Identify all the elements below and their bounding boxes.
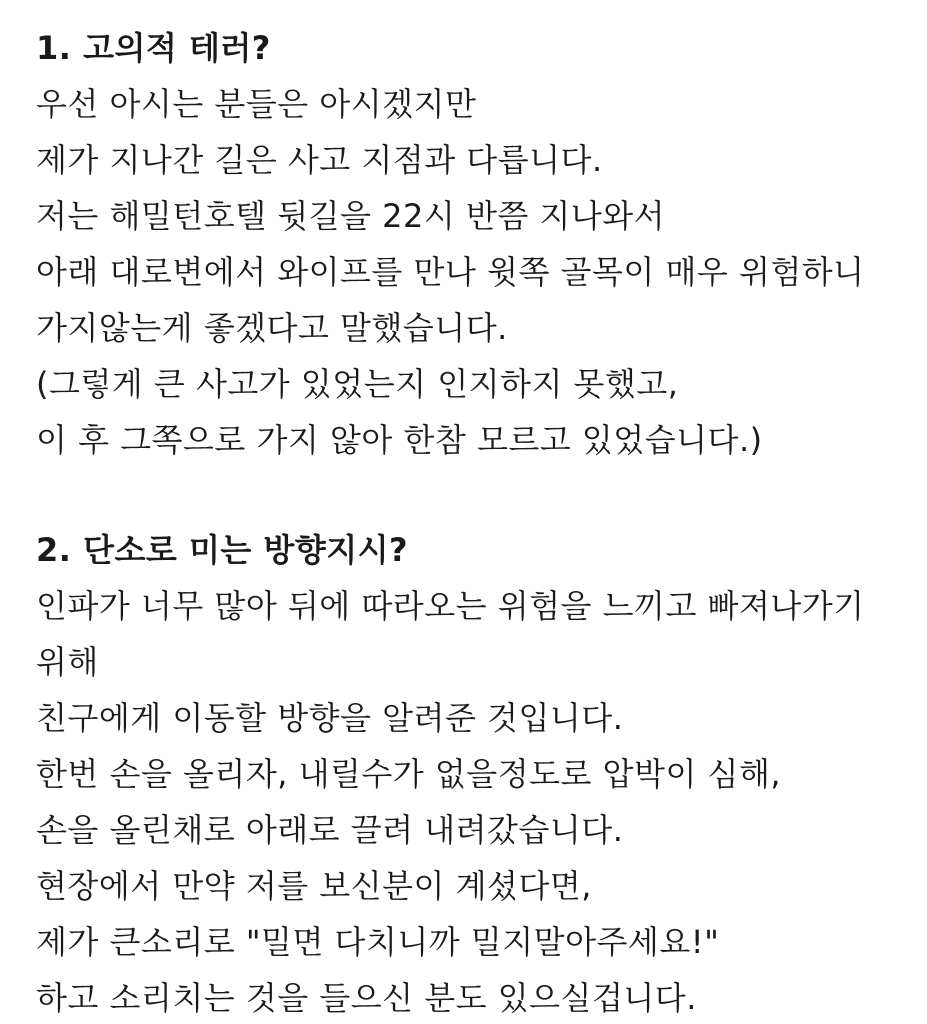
section-2-line-2: 위해 <box>36 643 99 681</box>
section-1-line-2: 제가 지나간 길은 사고 지점과 다릅니다. <box>36 141 603 179</box>
section-1-line-4: 아래 대로변에서 와이프를 만나 윗쪽 골목이 매우 위험하니 <box>36 253 865 291</box>
section-1-line-5: 가지않는게 좋겠다고 말했습니다. <box>36 309 508 347</box>
section-2-line-3: 친구에게 이동할 방향을 알려준 것입니다. <box>36 699 624 737</box>
section-2-line-5: 손을 올린채로 아래로 끌려 내려갔습니다. <box>36 811 624 849</box>
section-2-heading: 2. 단소로 미는 방향지시? <box>36 531 409 569</box>
section-1-line-6: (그렇게 큰 사고가 있었는지 인지하지 못했고, <box>36 365 679 403</box>
section-2-line-4: 한번 손을 올리자, 내릴수가 없을정도로 압박이 심해, <box>36 755 782 793</box>
section-2-line-8: 하고 소리치는 것을 들으신 분도 있으실겁니다. <box>36 979 697 1017</box>
section-1-line-3: 저는 해밀턴호텔 뒷길을 22시 반쯤 지나와서 <box>36 197 666 235</box>
section-1-line-1: 우선 아시는 분들은 아시겠지만 <box>36 85 477 123</box>
section-2-line-7: 제가 큰소리로 "밀면 다치니까 밀지말아주세요!" <box>36 923 720 961</box>
section-1-line-7: 이 후 그쪽으로 가지 않아 한참 모르고 있었습니다.) <box>36 421 763 459</box>
section-2-line-6: 현장에서 만약 저를 보신분이 계셨다면, <box>36 867 592 905</box>
section-1-heading: 1. 고의적 테러? <box>36 29 271 67</box>
section-2-line-1: 인파가 너무 많아 뒤에 따라오는 위험을 느끼고 빠져나가기 <box>36 587 865 625</box>
